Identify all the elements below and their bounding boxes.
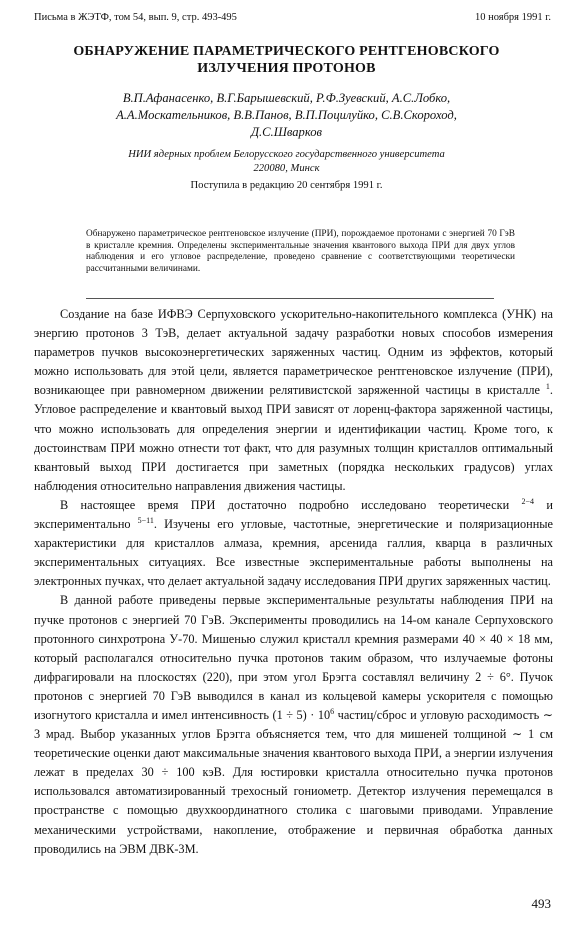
body-paragraph	[34, 305, 553, 496]
abstract: Обнаружено параметрическое рентгеновское излучение (ПРИ), порождаемое протонами с энергией 70 ГэВ в кристалле кремния. Определены экспериментальные значения квантового выхода ПРИ для двух углов наблюдения и его угловое распределение, проведено сравнение с соответствующими теоретически рассчитанными величинами.	[86, 229, 515, 274]
journal-citation: Письма в ЖЭТФ, том 54, вып. 9, стр. 493-495	[34, 12, 237, 23]
affiliation-line: НИИ ядерных проблем Белорусского государственного университета	[128, 149, 445, 160]
paragraph-text: В данной работе приведены первые экспериментальные результаты наблюдения ПРИ на пучке протонов с энергией 70 ГэВ. Эксперименты проводились на 14-ом канале Серпуховского протонного синхротрона У-70. Мишенью служил кристалл кремния размерами 40 × 40 × 18 мм, который располагался относительно пучка протонов таким образом, что излучаемые фотоны дифрагировали на плоскостях (220), при этом угол Брэгга составлял величину 2 ÷ 6°. Пучок протонов с энергией 70 ГэВ выводился в канал из кольцевой камеры ускорителя с помощью изогнутого кристалла и имел интенсивность (1 ÷ 5) · 10	[34, 593, 553, 722]
paragraph-text: частиц/сброс и угловую расходимость ∼ 3 мрад. Выбор указанных углов Брэгга объясняется тем, что для мишеней толщиной ∼ 1 см теоретические оценки дают максимальные значения квантового выхода ПРИ, а энергии излучения лежат в пределах 30 ÷ 100 кэВ. Для юстировки кристалла относительно пучка протонов использовался автоматизированный трехосный гониометр. Детектор излучения перемещался в пространстве с помощью двухкоординатного столика с шаговыми приводами. Управление механическими устройствами, накопление, отображение и первичная обработка данных проводились на ЭВМ ДВК-3М.	[34, 707, 553, 856]
affiliation	[40, 148, 533, 176]
reference-marker: 5−11	[137, 515, 154, 525]
paragraph-text: и экспериментально	[34, 497, 553, 532]
issue-date: 10 ноября 1991 г.	[474, 12, 551, 23]
article-body	[34, 305, 553, 859]
paragraph-text: Создание на базе ИФВЭ Серпуховского ускорительно-накопительного комплекса (УНК) на энергию протонов 3 ТэВ, делает актуальной задачу разработки новых способов измерения параметров пучков высокоэнергетических заряженных частиц. Одним из эффектов, который можно использовать для этой цели, является параметрическое рентгеновское излучение (ПРИ), возникающее при равномерном движении релятивистской заряженной частицы в кристалле	[34, 307, 553, 398]
received-date: Поступила в редакцию 20 сентября 1991 г.	[190, 180, 383, 191]
article-title	[30, 43, 543, 77]
reference-marker: 1	[545, 382, 550, 392]
author-line: А.А.Москательников, В.В.Панов, В.П.Поцилуйко, С.В.Скороход,	[116, 108, 457, 122]
title-line: ОБНАРУЖЕНИЕ ПАРАМЕТРИЧЕСКОГО РЕНТГЕНОВСКОГО	[73, 44, 500, 59]
title-line: ИЗЛУЧЕНИЯ ПРОТОНОВ	[197, 61, 376, 76]
paragraph-text: В настоящее время ПРИ достаточно подробно исследовано теоретически	[60, 497, 510, 512]
paragraph-text: . Изучены его угловые, частотные, энергетические и поляризационные характеристики для кристаллов алмаза, кремния, арсенида галлия, кварца в различных экспериментальных ситуациях. Все известные экспериментальные работы выполнены на электронных пучках, что делает актуальной задачу исследования ПРИ других заряженных частиц.	[34, 517, 554, 589]
running-header	[34, 12, 551, 26]
reference-marker: 2−4	[521, 496, 535, 506]
author-line: В.П.Афанасенко, В.Г.Барышевский, Р.Ф.Зуевский, А.С.Лобко,	[122, 91, 451, 105]
body-paragraph	[34, 591, 553, 858]
body-paragraph	[34, 496, 553, 591]
abstract-divider	[86, 298, 494, 299]
paragraph-text: . Угловое распределение и квантовый выход ПРИ зависят от лоренц-фактора заряженной частицы, что можно использовать для определения энергии и идентификации частиц. Кроме того, к достоинствам ПРИ можно отнести тот факт, что для разумных толщин кристаллов оптимальный квантовый выход ПРИ достигается при заметных (порядка нескольких градусов) углах наблюдения относительно направления движения частицы.	[34, 383, 553, 493]
affiliation-line: 220080, Минск	[253, 163, 320, 174]
author-line: Д.С.Шварков	[251, 125, 322, 139]
author-list	[40, 90, 533, 141]
exponent: 6	[330, 706, 335, 716]
page-number: 493	[531, 896, 551, 911]
